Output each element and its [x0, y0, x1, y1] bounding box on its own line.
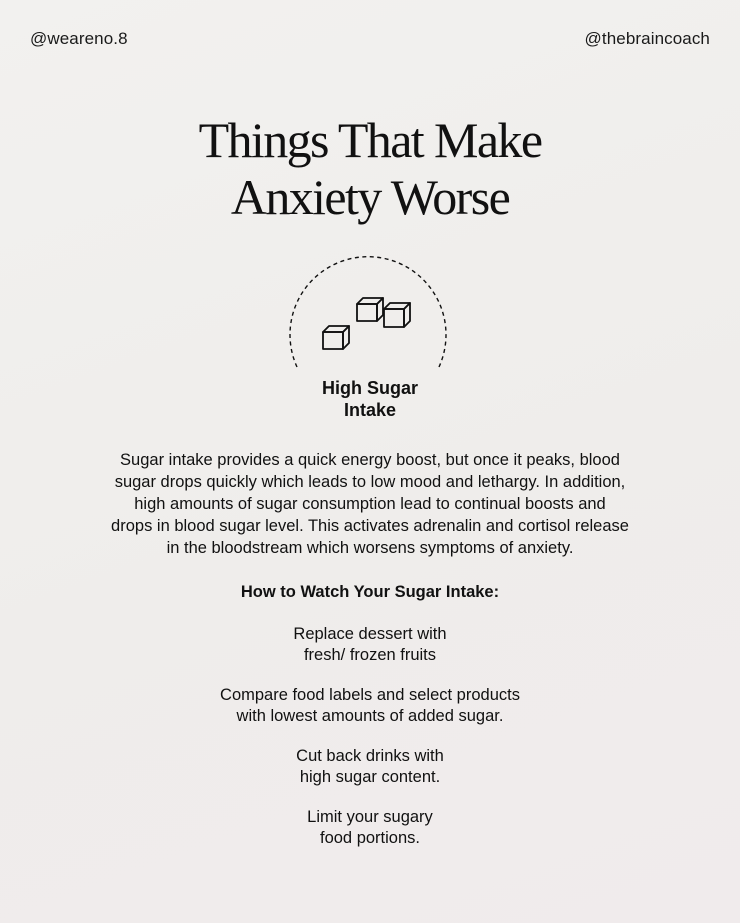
- tip-line: with lowest amounts of added sugar.: [236, 707, 504, 725]
- tips-list: [0, 624, 740, 868]
- tip-line: fresh/ frozen fruits: [303, 646, 437, 664]
- description-line: in the bloodstream which worsens symptoms of anxiety.: [166, 539, 574, 557]
- right-handle: @thebraincoach: [584, 29, 710, 48]
- section-subtitle: [0, 377, 740, 421]
- description-line: sugar drops quickly which leads to low mood and lethargy. In addition,: [114, 473, 626, 491]
- tip-item: [0, 624, 740, 666]
- description-line: Sugar intake provides a quick energy boost, but once it peaks, blood: [120, 451, 620, 469]
- tip-item: [0, 807, 740, 849]
- tip-line: Replace dessert with: [293, 625, 447, 643]
- tip-item: [0, 746, 740, 788]
- page-title: [0, 112, 740, 226]
- left-handle: @weareno.8: [30, 29, 128, 48]
- subtitle-line-2: Intake: [343, 400, 397, 420]
- tip-line: Compare food labels and select products: [220, 686, 520, 704]
- description-line: high amounts of sugar consumption lead to continual boosts and: [134, 495, 606, 513]
- tip-line: food portions.: [320, 829, 420, 847]
- tip-line: Limit your sugary: [307, 808, 433, 826]
- title-line-1: Things That Make: [198, 112, 542, 168]
- sugar-cubes-icon: [285, 243, 451, 373]
- description-paragraph: [80, 449, 660, 559]
- title-line-2: Anxiety Worse: [230, 169, 510, 225]
- sugar-cubes-emblem: [285, 243, 451, 373]
- howto-heading: How to Watch Your Sugar Intake:: [240, 583, 500, 601]
- tip-line: high sugar content.: [299, 768, 441, 786]
- tip-line: Cut back drinks with: [296, 747, 444, 765]
- description-line: drops in blood sugar level. This activates adrenalin and cortisol release: [111, 517, 629, 535]
- tip-item: [0, 685, 740, 727]
- subtitle-line-1: High Sugar: [321, 378, 418, 398]
